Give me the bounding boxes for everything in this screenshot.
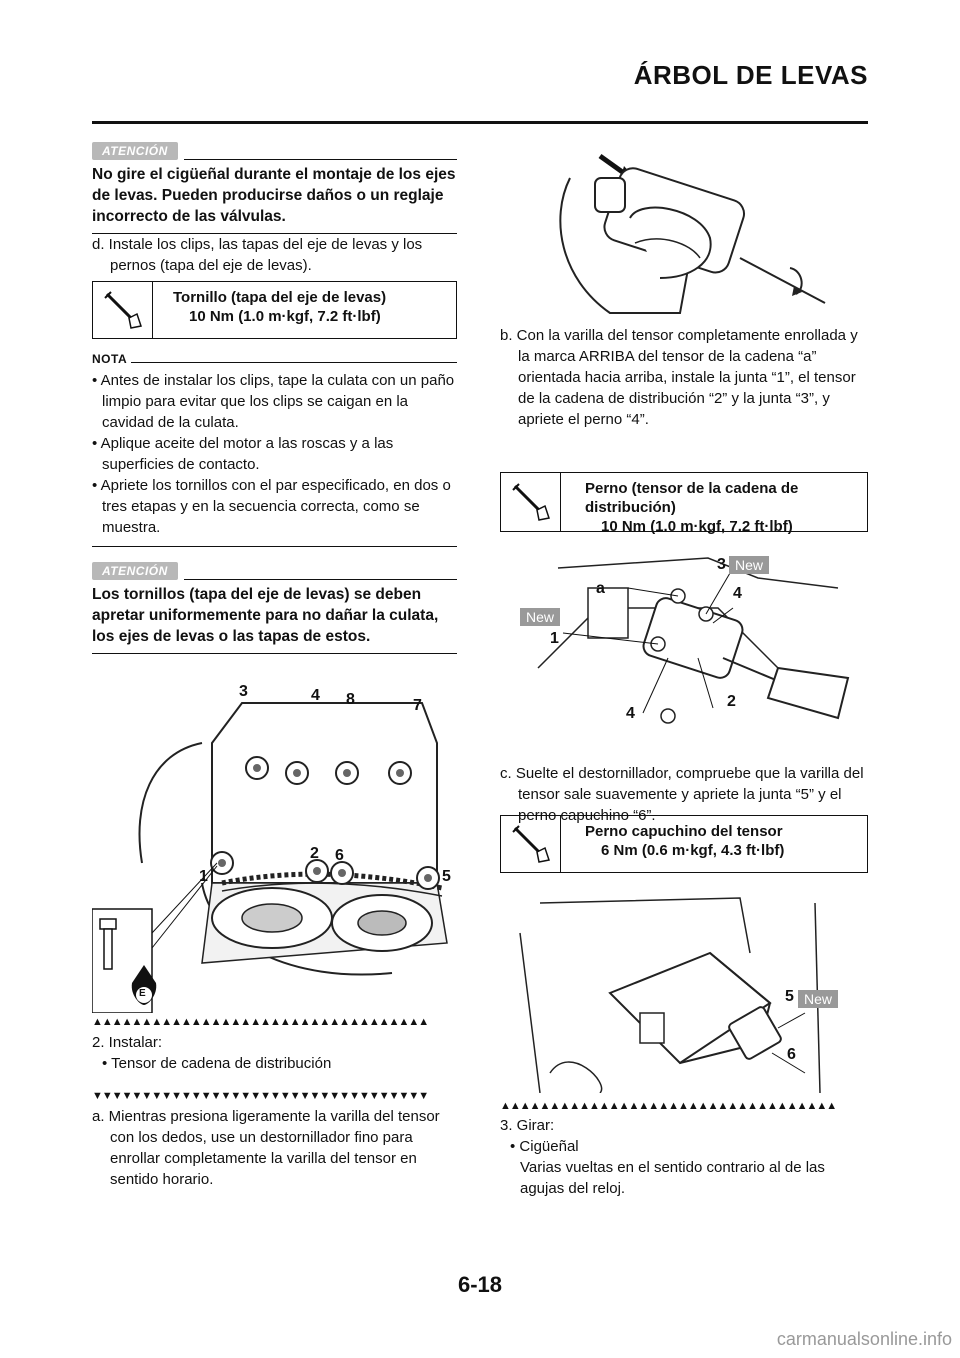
torque-name: Perno capuchino del tensor — [585, 823, 783, 840]
fig-label: 3 — [717, 556, 726, 573]
torque-value: 10 Nm (1.0 m·kgf, 7.2 ft·lbf) — [189, 308, 381, 325]
camshaft-cap-figure — [92, 683, 457, 1013]
nota-label: NOTA — [92, 352, 128, 366]
header-rule — [92, 121, 868, 124]
step-3-desc: Varias vueltas en el sentido contrario al de las agujas del reloj. — [520, 1159, 825, 1197]
caution-text: No gire el cigüeñal durante el montaje de los ejes de levas. Pueden producirse daños o un reglaje incorrecto de las válvulas. — [92, 160, 457, 234]
torque-name: Tornillo (tapa del eje de levas) — [173, 289, 387, 306]
step-b: b. Con la varilla del tensor completamente enrollada y la marca ARRIBA del tensor de la cadena “a” orientada hacia arriba, instale la junta “1”, el tensor de la cadena de distribución “2” y la junta “3”, y apriete el perno “4”. — [500, 327, 858, 428]
fig-label: 7 — [413, 697, 422, 714]
caution-text: Los tornillos (tapa del eje de levas) se deben apretar uniformemente para no dañar la culata, los ejes de levas o las tapas de estos. — [92, 580, 457, 654]
step-2-item: • Tensor de cadena de distribución — [102, 1055, 332, 1072]
step-c: c. Suelte el destornillador, compruebe que la varilla del tensor sale suavemente y apriete la junta “5” y el perno capuchino “6”. — [500, 765, 864, 824]
caution-block-2 — [92, 558, 457, 654]
page-title: ÁRBOL DE LEVAS — [633, 60, 868, 90]
fig-label: 4 — [311, 687, 320, 704]
fig-label: 1 — [199, 868, 208, 885]
fig-label: 4 — [626, 705, 635, 722]
torque-name: Perno (tensor de la cadena de distribución) — [585, 480, 799, 516]
fig-label: 2 — [310, 845, 319, 862]
section-end-arrows: ▲▲▲▲▲▲▲▲▲▲▲▲▲▲▲▲▲▲▲▲▲▲▲▲▲▲▲▲▲▲▲▲▲▲ — [92, 1016, 429, 1028]
tensor-winding-figure — [540, 138, 840, 318]
fig-label: 5 — [785, 988, 794, 1005]
nota-item: • Apriete los tornillos con el par especificado, en dos o tres etapas y en la secuencia correcta, como se muestra. — [92, 477, 451, 536]
nota-item: • Antes de instalar los clips, tape la culata con un paño limpio para evitar que los clips se caigan en la cavidad de la culata. — [92, 372, 455, 431]
fig-label: 3 — [239, 683, 248, 700]
torque-spec-cam-cap — [92, 281, 457, 339]
new-part-badge: New — [798, 990, 838, 1008]
torque-value: 10 Nm (1.0 m·kgf, 7.2 ft·lbf) — [601, 518, 793, 535]
fig-label: 4 — [733, 585, 742, 602]
watermark: carmanualsonline.info — [776, 1329, 952, 1349]
torque-wrench-icon — [501, 473, 561, 531]
step-3-item: • Cigüeñal — [510, 1138, 579, 1155]
torque-value: 6 Nm (0.6 m·kgf, 4.3 ft·lbf) — [601, 842, 785, 859]
torque-spec-cap-bolt — [500, 815, 868, 873]
new-part-badge: New — [520, 608, 560, 626]
fig-label: a — [596, 580, 605, 597]
fig-label: 6 — [787, 1046, 796, 1063]
step-3-title: 3. Girar: — [500, 1117, 555, 1134]
caution-block-1 — [92, 138, 457, 234]
caution-badge: ATENCIÓN — [92, 142, 178, 160]
step-d: d. Instale los clips, las tapas del eje de levas y los pernos (tapa del eje de levas). — [92, 236, 423, 274]
fig-label: 6 — [335, 847, 344, 864]
nota-block — [92, 348, 457, 547]
page-number: 6-18 — [457, 1272, 503, 1297]
fig-label: 2 — [727, 693, 736, 710]
step-2-title: 2. Instalar: — [92, 1034, 163, 1051]
torque-spec-tensor-bolt — [500, 472, 868, 535]
section-end-arrows: ▲▲▲▲▲▲▲▲▲▲▲▲▲▲▲▲▲▲▲▲▲▲▲▲▲▲▲▲▲▲▲▲▲▲ — [500, 1100, 837, 1112]
fig-label: 8 — [346, 691, 355, 708]
section-start-arrows: ▼▼▼▼▼▼▼▼▼▼▼▼▼▼▼▼▼▼▼▼▼▼▼▼▼▼▼▼▼▼▼▼▼▼ — [92, 1090, 429, 1102]
fig-label: 1 — [550, 630, 559, 647]
engine-oil-label: E — [139, 988, 146, 999]
caution-badge: ATENCIÓN — [92, 562, 178, 580]
torque-wrench-icon — [501, 816, 561, 872]
tensor-install-figure — [518, 548, 858, 748]
new-part-badge: New — [729, 556, 769, 574]
fig-label: 5 — [442, 868, 451, 885]
step-a: a. Mientras presiona ligeramente la varilla del tensor con los dedos, use un destornillador fino para enrollar completamente la varilla del tensor en sentido horario. — [92, 1108, 440, 1188]
nota-item: • Aplique aceite del motor a las roscas y a las superficies de contacto. — [92, 435, 394, 473]
torque-wrench-icon — [93, 282, 153, 338]
